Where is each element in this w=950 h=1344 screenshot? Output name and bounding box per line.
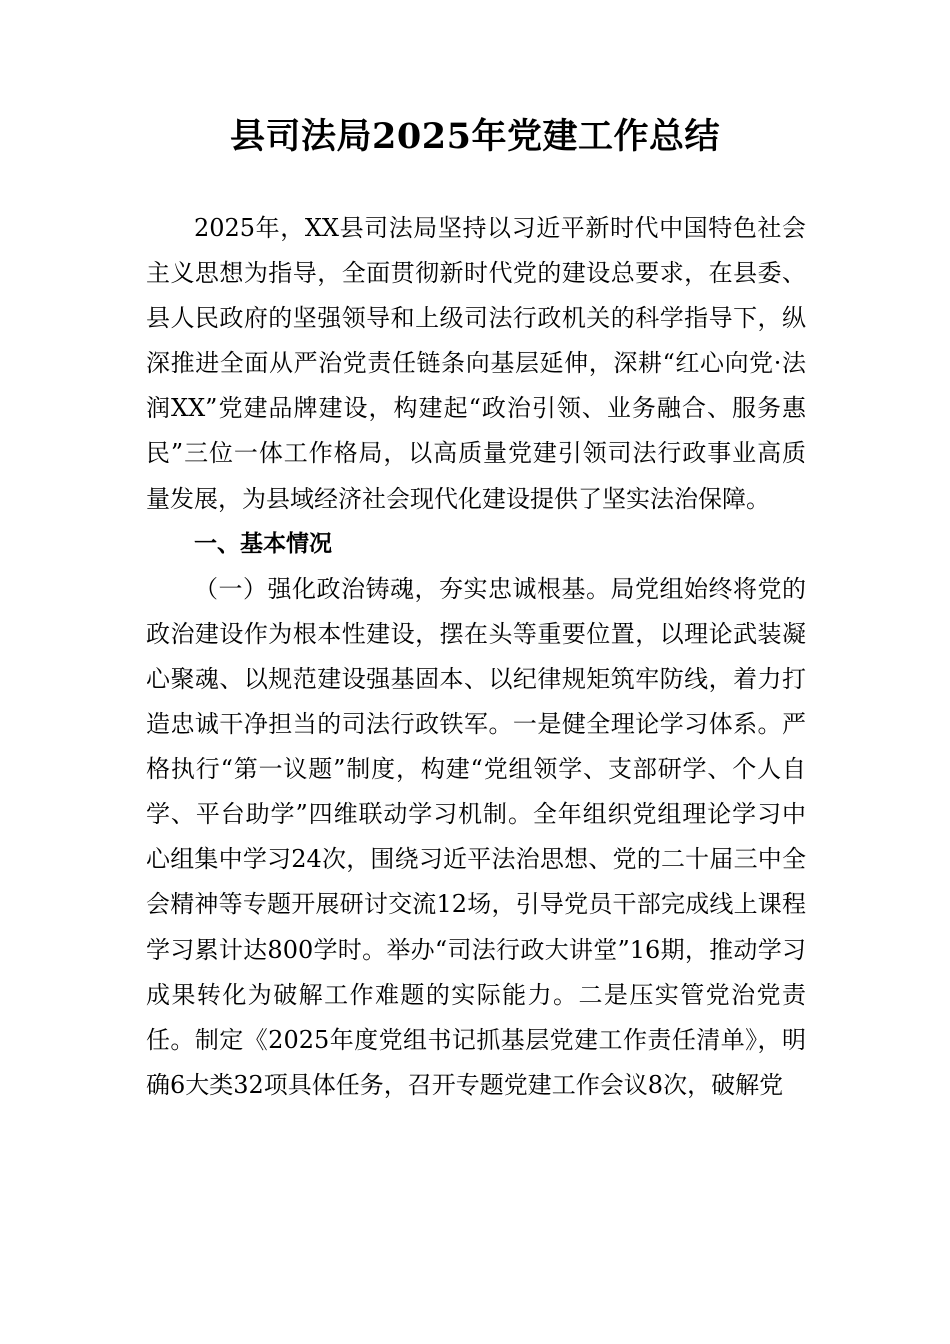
- intro-paragraph: 2025年，XX县司法局坚持以习近平新时代中国特色社会主义思想为指导，全面贯彻新时代党的建设总要求，在县委、县人民政府的坚强领导和上级司法行政机关的科学指导下，纵深推进全面从严治党责任链条向基层延伸，深耕“红心向党·法润XX”党建品牌建设，构建起“政治引领、业务融合、服务惠民”三位一体工作格局，以高质量党建引领司法行政事业高质量发展，为县域经济社会现代化建设提供了坚实法治保障。: [146, 214, 806, 513]
- section-one-heading: 一、基本情况: [194, 530, 332, 557]
- document-body: [146, 206, 806, 1108]
- document-title: 县司法局2025年党建工作总结: [230, 116, 720, 157]
- subsection-one-body: 局党组始终将党的政治建设作为根本性建设，摆在头等重要位置，以理论武装凝心聚魂、以规范建设强基固本、以纪律规矩筑牢防线，着力打造忠诚干净担当的司法行政铁军。一是健全理论学习体系。严格执行“第一议题”制度，构建“党组领学、支部研学、个人自学、平台助学”四维联动学习机制。全年组织党组理论学习中心组集中学习24次，围绕习近平法治思想、党的二十届三中全会精神等专题开展研讨交流12场，引导党员干部完成线上课程学习累计达800学时。举办“司法行政大讲堂”16期，推动学习成果转化为破解工作难题的实际能力。二是压实管党治党责任。制定《2025年度党组书记抓基层党建工作责任清单》，明确6大类32项具体任务，召开专题党建工作会议8次，破解党: [146, 574, 806, 1099]
- subsection-one-heading: （一）强化政治铸魂，夯实忠诚根基。: [194, 574, 611, 603]
- subsection-one-paragraph: [146, 567, 806, 1108]
